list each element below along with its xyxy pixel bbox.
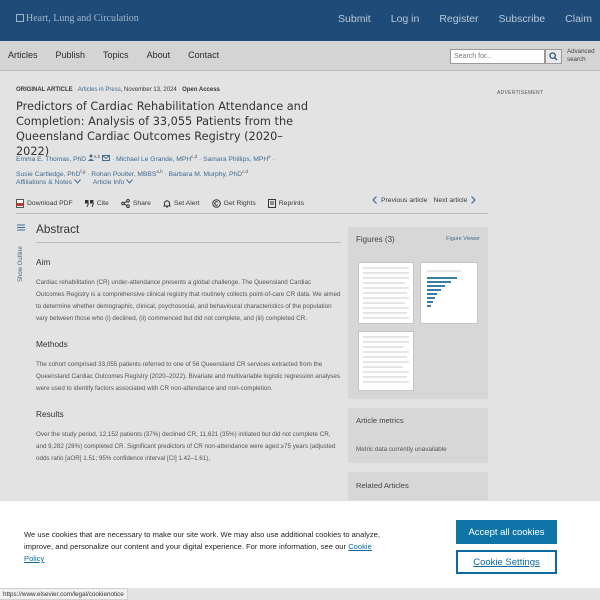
email-icon[interactable]	[102, 155, 110, 161]
show-outline-toggle[interactable]	[16, 224, 26, 284]
cookie-settings-button[interactable]: Cookie Settings	[456, 550, 557, 574]
open-access-badge: Open Access	[182, 87, 220, 93]
bell-icon	[163, 199, 171, 208]
author-affil-sup: f,g	[80, 169, 86, 175]
outline-list-icon	[17, 224, 25, 231]
cookie-message: We use cookies that are necessary to make our site work. We may also use additional cookies to analyze, improve, and personalize our content and your digital experience. For more information, see our	[24, 530, 380, 551]
abstract-heading: Abstract	[36, 222, 80, 236]
status-bar-url: https://www.elsevier.com/legal/cookienotice	[0, 588, 128, 600]
share-icon	[121, 199, 130, 208]
author-link[interactable]: Barbara M. Murphy, PhD	[168, 171, 243, 179]
related-heading: Related Articles	[356, 481, 409, 490]
advanced-search-link[interactable]: Advanced search	[567, 48, 595, 63]
top-nav	[318, 13, 592, 25]
secondary-nav	[0, 41, 600, 71]
copyright-icon	[212, 199, 221, 208]
chevron-down-icon	[126, 179, 133, 184]
nav-subscribe[interactable]: Subscribe	[498, 13, 546, 25]
download-pdf-button[interactable]	[16, 199, 73, 208]
results-heading: Results	[36, 409, 64, 419]
top-bar	[0, 0, 600, 41]
figure-viewer-link[interactable]: Figure Viewer	[446, 236, 480, 242]
quote-icon	[85, 200, 94, 207]
related-articles-panel	[348, 472, 488, 500]
reprints-label: Reprints	[278, 199, 305, 207]
subnav-about[interactable]: About	[146, 50, 171, 60]
article-title: Predictors of Cardiac Rehabilitation Attendance and Completion: Analysis of 33,055 Patients from the Queensland Cardiac Outcomes Registry (2020–2022)	[16, 100, 309, 158]
figures-heading: Figures (3)	[356, 235, 395, 244]
get-rights-label: Get Rights	[223, 199, 256, 207]
figure-thumbnail[interactable]	[420, 262, 478, 324]
article-pagination	[372, 196, 476, 204]
article-date: November 13, 2024	[124, 87, 177, 93]
metrics-panel	[348, 408, 488, 463]
author-link[interactable]: Rohan Poulter, MBBS	[91, 171, 157, 179]
advertisement-label: ADVERTISEMENT	[497, 90, 544, 96]
share-button[interactable]	[121, 199, 151, 208]
abstract-divider	[36, 242, 341, 243]
cookie-banner	[0, 500, 600, 588]
get-rights-button[interactable]	[212, 199, 256, 208]
figure-thumbnail[interactable]	[358, 331, 414, 391]
article-meta: ORIGINAL ARTICLE · Articles in Press, November 13, 2024 · Open Access	[16, 87, 220, 93]
figure-thumbnail[interactable]	[358, 262, 414, 324]
journal-logo[interactable]	[16, 13, 139, 24]
metrics-heading: Article metrics	[356, 416, 404, 425]
nav-claim[interactable]: Claim	[565, 13, 592, 25]
abstract-section	[36, 222, 341, 479]
search-button[interactable]	[545, 49, 562, 64]
author-link[interactable]: Susie Cartledge, PhD	[16, 171, 81, 179]
cite-button[interactable]	[85, 200, 109, 207]
author-affil-sup: c,d	[242, 169, 249, 175]
reprints-button[interactable]	[268, 199, 304, 208]
results-text: Over the study period, 12,152 patients (37%) declined CR, 11,621 (35%) initiated but did not complete CR, and 9,282 (28%) completed CR. Significant predictors of CR non-attendance were aged ≥75 years (adjusted odds ratio [aOR] 1.51; 95% confidence interval [CI] 1.42–1.61),	[36, 431, 336, 462]
methods-heading: Methods	[36, 339, 68, 349]
nav-register[interactable]: Register	[439, 13, 479, 25]
aim-text: Cardiac rehabilitation (CR) under-attendance presents a global challenge. The Queensland Cardiac Outcomes Registry is a comprehensive clinical registry that routinely collects point-of-care CR data. We aimed to determine whether demographic, clinical, psychosocial, and behavioural characteristics of the population vary between those who (i) declined, (ii) commenced but did not complete, and (iii) completed CR.	[36, 279, 341, 322]
subnav-publish[interactable]: Publish	[55, 50, 86, 60]
article-type: ORIGINAL ARTICLE	[16, 87, 73, 93]
accept-cookies-button[interactable]: Accept all cookies	[456, 520, 557, 544]
search-input[interactable]: Search for...	[450, 49, 545, 64]
set-alert-button[interactable]	[163, 199, 200, 208]
author-link[interactable]: Samara Phillips, MPH	[203, 156, 269, 164]
subnav-topics[interactable]: Topics	[103, 50, 129, 60]
show-outline-label: Show Outline	[18, 246, 24, 282]
bar-chart-figure-image	[421, 263, 477, 323]
methods-text: The cohort comprised 33,055 patients referred to one of 56 Queensland CR services extracted from the Queensland Cardiac Outcomes Registry (2020–2022). Bivariate and multivariable logistic regression analyses were used to identify factors associated with CR non-attendance and non-completion.	[36, 361, 340, 392]
broken-image-icon	[16, 14, 24, 22]
metrics-text: Metric data currently unavailable	[356, 446, 447, 453]
author-affil-sup: c,d	[191, 154, 198, 159]
aim-heading: Aim	[36, 257, 51, 267]
cookie-policy-link[interactable]: Cookie Policy	[24, 542, 372, 563]
set-alert-label: Set Alert	[173, 199, 200, 207]
chevron-left-icon[interactable]	[372, 196, 377, 204]
author-affil-sup: e	[268, 154, 271, 159]
article-info-label: Article Info	[92, 179, 125, 186]
share-label: Share	[132, 199, 151, 207]
table-figure-image	[359, 263, 413, 323]
figures-panel	[348, 227, 488, 399]
nav-login[interactable]: Log in	[390, 13, 420, 25]
author-list: Emma E. Thomas, PhD $^{a,b}$ · Michael Le Grande, MPH$^{c,d}$ · Samara Phillips, MPH$^e$ · Susie Cartledge, PhD$^{f,g}$ · Rohan Poulter, MBBS$^{a,h}$ · Barbara M. Murphy, PhD$^{c,d}$	[16, 154, 275, 179]
affiliation-toggles	[16, 179, 133, 186]
author-link[interactable]: Emma E. Thomas, PhD	[16, 156, 87, 164]
chevron-down-icon	[74, 179, 81, 184]
articles-in-press-link[interactable]: Articles in Press	[77, 87, 121, 93]
nav-submit[interactable]: Submit	[338, 13, 371, 25]
article-info-toggle[interactable]	[93, 179, 133, 186]
affiliations-label: Affiliations & Notes	[16, 179, 73, 186]
subnav-contact[interactable]: Contact	[188, 50, 220, 60]
author-affil-sup: a,b	[93, 154, 101, 159]
author-link[interactable]: Michael Le Grande, MPH	[116, 156, 192, 164]
cookie-text	[24, 529, 394, 565]
chevron-right-icon[interactable]	[471, 196, 476, 204]
author-affil-sup: a,h	[156, 169, 163, 175]
next-article-link[interactable]: Next article	[433, 196, 468, 204]
cite-label: Cite	[96, 199, 109, 207]
search-icon	[549, 52, 558, 61]
table-figure-image	[359, 332, 413, 390]
previous-article-link[interactable]: Previous article	[381, 196, 428, 204]
pdf-icon	[16, 199, 24, 208]
subnav-articles[interactable]: Articles	[8, 50, 38, 60]
logo-alt-text: Heart, Lung and Circulation	[26, 13, 139, 24]
affiliations-toggle[interactable]	[16, 179, 81, 186]
actions-divider	[16, 213, 488, 214]
document-icon	[268, 199, 276, 208]
download-pdf-label: Download PDF	[27, 199, 73, 207]
